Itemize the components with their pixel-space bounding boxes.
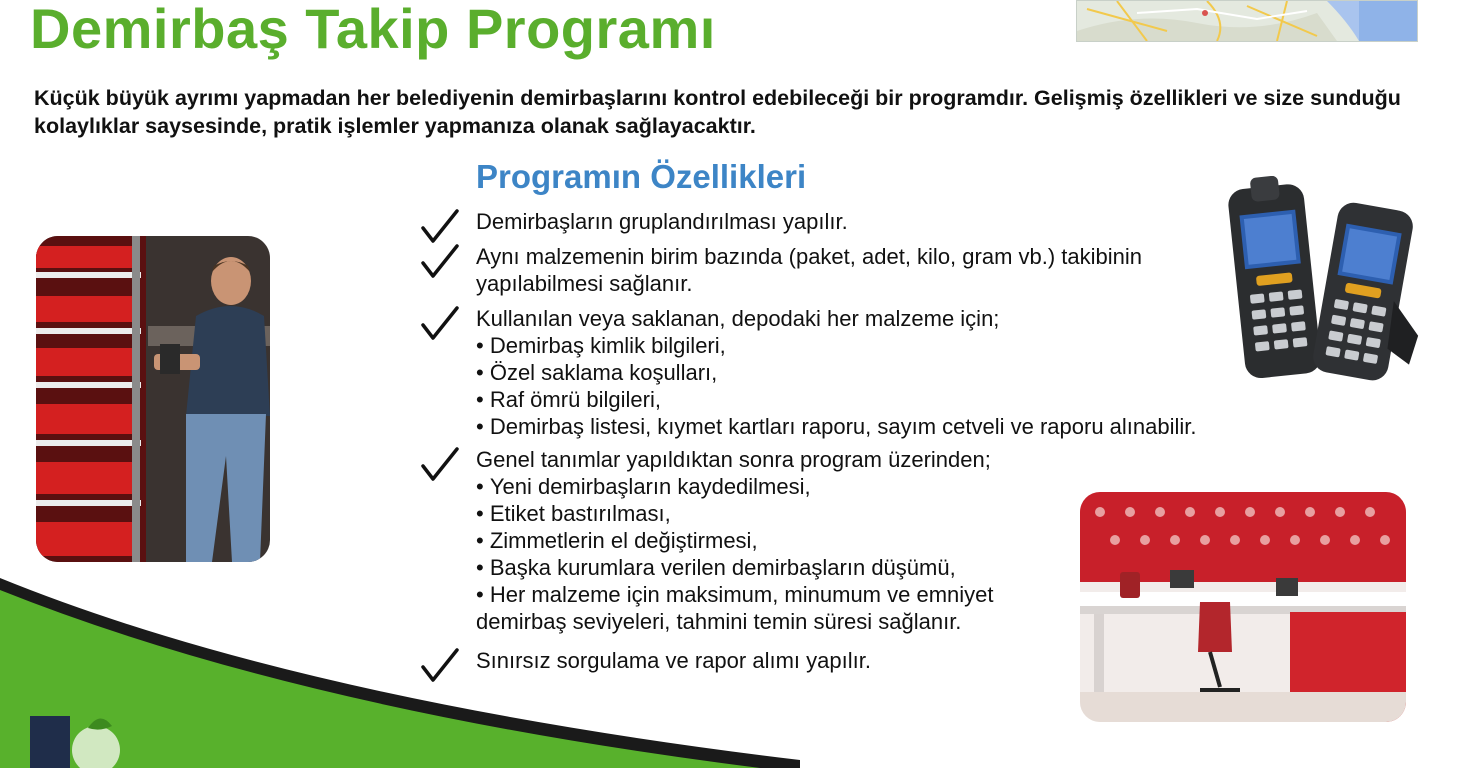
checkmark-icon <box>420 208 460 246</box>
sub-item: • Başka kurumlara verilen demirbaşların düşümü, <box>476 554 1360 581</box>
intro-text: Küçük büyük ayrımı yapmadan her belediyenin demirbaşlarını kontrol edebileceği bir programdır. Gelişmiş özellikleri ve size sunduğu kolaylıklar saysesinde, pratik işlemler yapmanıza olanak sağlayacaktır. <box>34 86 1401 138</box>
feature-item <box>420 243 1360 297</box>
feature-item <box>420 208 1360 235</box>
green-swoosh-decoration <box>0 560 800 768</box>
sub-item: • Özel saklama koşulları, <box>476 359 1360 386</box>
handheld-scanner-image <box>1226 176 1430 386</box>
feature-text: Sınırsız sorgulama ve rapor alımı yapılır. <box>476 648 871 673</box>
feature-text: Aynı malzemenin birim bazında (paket, adet, kilo, gram vb.) takibinin yapılabilmesi sağlanır. <box>476 244 1143 296</box>
checkmark-icon <box>420 243 460 281</box>
feature-text: Demirbaşların gruplandırılması yapılır. <box>476 209 848 234</box>
map-thumbnail <box>1076 0 1418 42</box>
sub-item: • Zimmetlerin el değiştirmesi, <box>476 527 1360 554</box>
page-title: Demirbaş Takip Programı <box>30 0 716 60</box>
sub-item: • Raf ömrü bilgileri, <box>476 386 1360 413</box>
office-photo <box>1080 492 1406 722</box>
checkmark-icon <box>420 305 460 343</box>
sub-item: • Demirbaş kimlik bilgileri, <box>476 332 1360 359</box>
feature-text: Genel tanımlar yapıldıktan sonra program üzerinden; <box>476 447 991 472</box>
warehouse-worker-photo <box>36 236 270 562</box>
sub-item: • Demirbaş listesi, kıymet kartları raporu, sayım cetveli ve raporu alınabilir. <box>476 413 1360 440</box>
features-title: Programın Özellikleri <box>476 158 807 195</box>
sub-item: • Yeni demirbaşların kaydedilmesi, <box>476 473 1360 500</box>
sub-item: • Etiket bastırılması, <box>476 500 1360 527</box>
checkmark-icon <box>420 446 460 484</box>
feature-item <box>420 305 1360 440</box>
feature-text: Kullanılan veya saklanan, depodaki her malzeme için; <box>476 306 1000 331</box>
sub-item: • Her malzeme için maksimum, minumum ve emniyet demirbaş seviyeleri, tahmini temin süresi sağlanır. <box>476 581 1076 635</box>
